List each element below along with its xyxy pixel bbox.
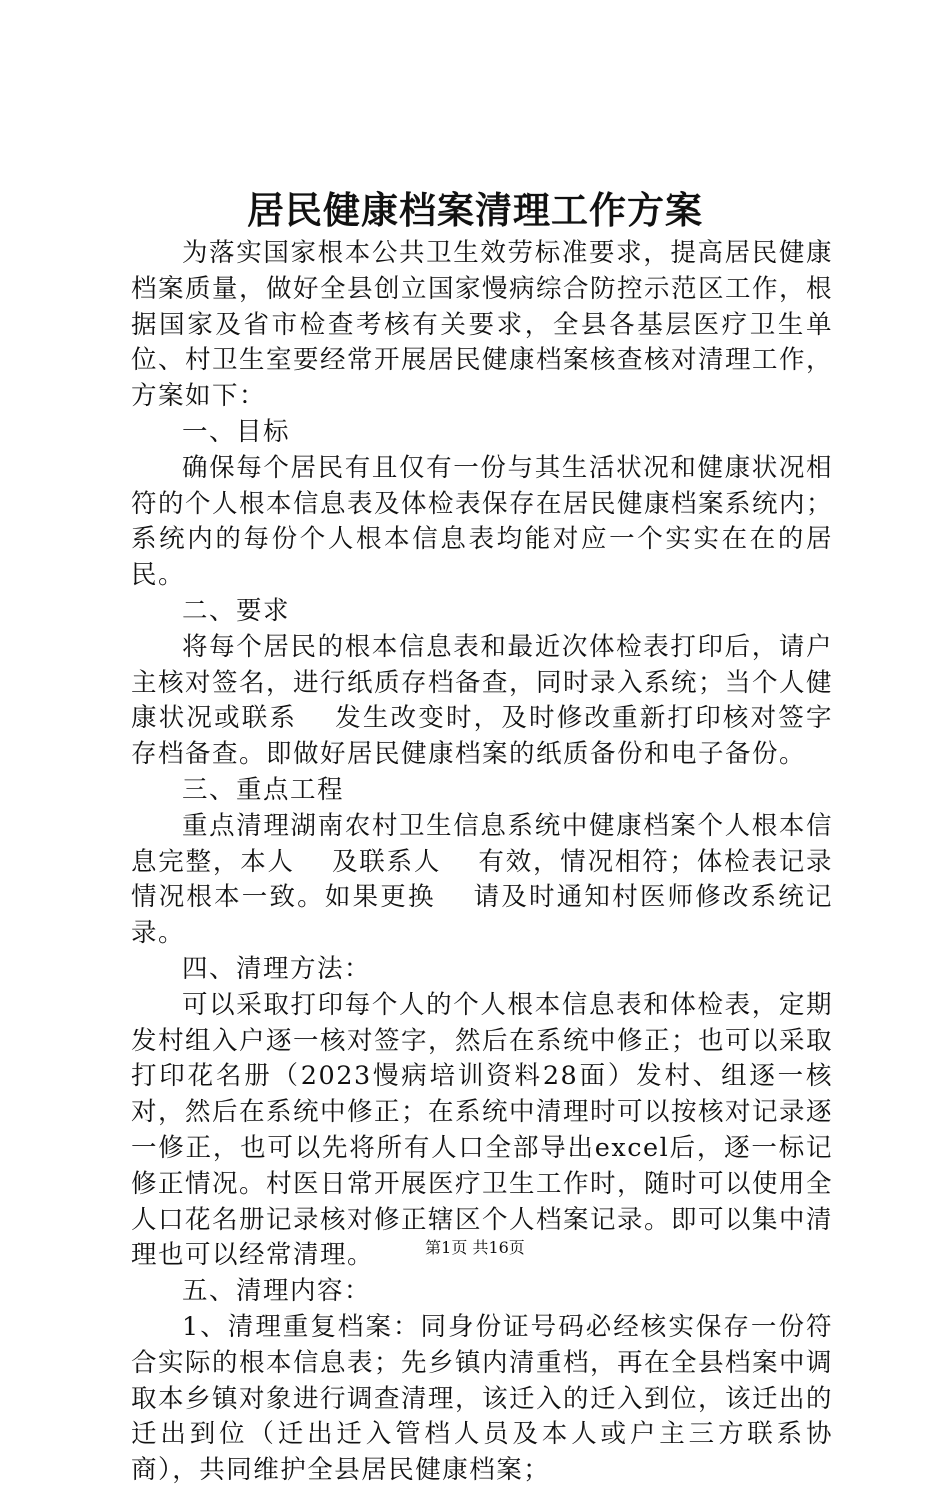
- intro-paragraph: 为落实国家根本公共卫生效劳标准要求，提高居民健康档案质量，做好全县创立国家慢病综合防控示范区工作，根据国家及省市检查考核有关要求，全县各基层医疗卫生单位、村卫生室要经常开展居民健康档案核查核对清理工作，方案如下：: [131, 238, 834, 412]
- section-heading-methods: 四、清理方法：: [182, 953, 372, 984]
- document-body: [131, 236, 833, 1489]
- section-heading-key-items: 三、重点工程: [182, 774, 345, 805]
- document-title: 居民健康档案清理工作方案: [247, 188, 703, 232]
- section-text-key-items: 重点清理湖南农村卫生信息系统中健康档案个人根本信息完整，本人 及联系人 有效，情况相符；体检表记录情况根本一致。如果更换 请及时通知村医师修改系统记录。: [131, 810, 833, 949]
- section-heading-goal: 一、目标: [182, 416, 291, 447]
- section-text-requirements: 将每个居民的根本信息表和最近次体检表打印后，请户主核对签名，进行纸质存档备查，同时录入系统；当个人健康状况或联系 发生改变时，及时修改重新打印核对签字存档备查。即做好居民健康档案的纸质备份和电子备份。: [131, 631, 834, 770]
- page-footer: 第1页 共16页: [425, 1238, 525, 1257]
- section-text-contents: 1、清理重复档案：同身份证号码必经核实保存一份符合实际的根本信息表；先乡镇内清重档，再在全县档案中调取本乡镇对象进行调查清理，该迁入的迁入到位，该迁出的迁出到位（迁出迁入管档人员及本人或户主三方联系协商），共同维护全县居民健康档案；: [131, 1311, 834, 1486]
- section-text-goal: 确保每个居民有且仅有一份与其生活状况和健康状况相符的个人根本信息表及体检表保存在居民健康档案系统内；系统内的每份个人根本信息表均能对应一个实实在在的居民。: [131, 452, 834, 591]
- section-text-methods: 可以采取打印每个人的个人根本信息表和体检表，定期发村组入户逐一核对签字，然后在系统中修正；也可以采取打印花名册（2023慢病培训资料28面）发村、组逐一核对，然后在系统中修正；在系统中清理时可以按核对记录逐一修正，也可以先将所有人口全部导出excel后，逐一标记修正情况。村医日常开展医疗卫生工作时，随时可以使用全人口花名册记录核对修正辖区个人档案记录。即可以集中清理也可以经常清理。: [131, 989, 834, 1271]
- section-heading-requirements: 二、要求: [182, 595, 291, 626]
- section-heading-contents: 五、清理内容：: [182, 1276, 372, 1307]
